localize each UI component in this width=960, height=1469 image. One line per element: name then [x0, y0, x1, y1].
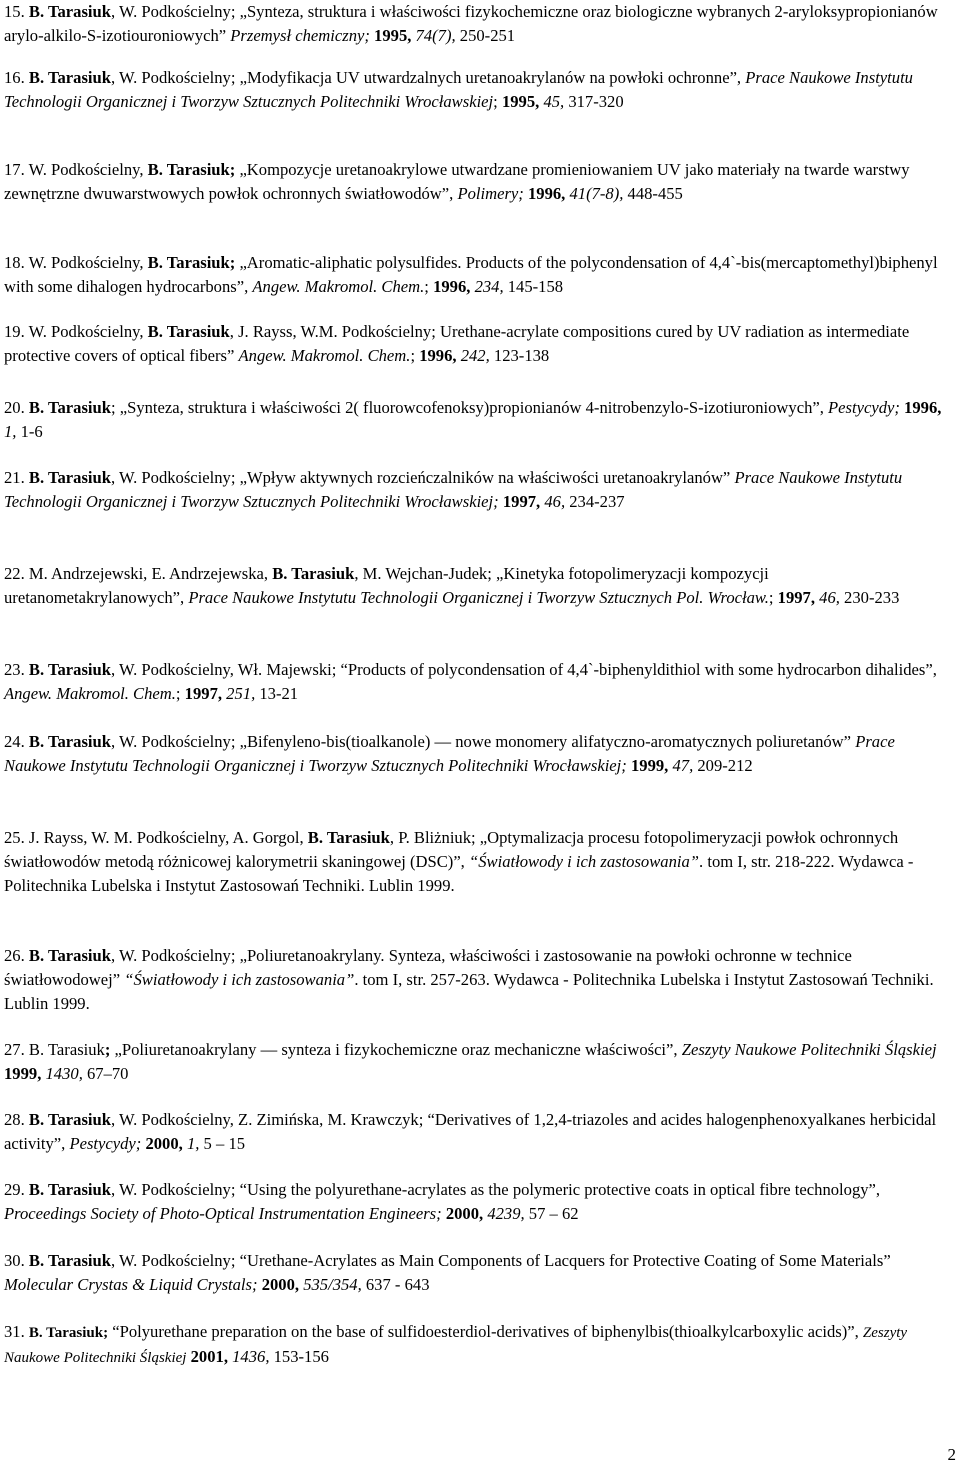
text-segment: 67–70	[82, 1064, 129, 1083]
reference-entry	[4, 251, 949, 299]
bold-text: B. Tarasiuk	[28, 1110, 111, 1129]
italic-text: 242,	[460, 346, 490, 365]
italic-text: Zeszyty Naukowe Politechniki Śląskiej	[681, 1040, 937, 1059]
bold-text: B. Tarasiuk	[307, 828, 390, 847]
text-segment: 153-156	[269, 1347, 329, 1366]
text-segment: 25. J. Rayss, W. M. Podkościelny, A. Gorgol,	[4, 828, 308, 847]
text-segment: 31.	[4, 1322, 29, 1341]
italic-text: 45,	[543, 92, 565, 111]
text-segment: , M. Wejchan-Judek; „Kinetyka fotopolimeryzacji kompozycji uretanometakrylanowych”,	[4, 564, 769, 607]
reference-entry	[4, 396, 949, 444]
bold-text: ;	[104, 1040, 111, 1059]
text-segment: „Poliuretanoakrylany — synteza i fizykochemiczne oraz mechaniczne właściwości”,	[110, 1040, 682, 1059]
bold-text: B. Tarasiuk	[28, 1180, 111, 1199]
text-segment: 21.	[4, 468, 29, 487]
bold-text: 1997,	[502, 492, 541, 511]
bold-text: B. Tarasiuk;	[147, 160, 236, 179]
reference-entry	[4, 158, 949, 206]
text-segment: 637 - 643	[361, 1275, 430, 1294]
reference-entry	[4, 826, 949, 898]
text-segment: , W. Podkościelny; „Bifenyleno-bis(tioalkanole) — nowe monomery alifatyczno-aromatycznych poliuretanów”	[110, 732, 856, 751]
bold-text: 1999,	[630, 756, 669, 775]
text-segment: 145-158	[503, 277, 564, 296]
text-segment: 17. W. Podkościelny,	[4, 160, 148, 179]
bold-text: B. Tarasiuk	[28, 398, 111, 417]
bold-text: 1995,	[374, 26, 412, 45]
text-segment: 230-233	[839, 588, 900, 607]
text-segment: 27. B. Tarasiuk	[4, 1040, 105, 1059]
italic-text: 74(7),	[415, 26, 456, 45]
text-segment: , P. Bliżniuk; „Optymalizacja procesu fotopolimeryzacji powłok ochronnych światłowodów metodą różnicowej kalorymetrii skaningowej (DSC)”,	[4, 828, 899, 871]
italic-text: 46,	[819, 588, 840, 607]
text-segment: 20.	[4, 398, 29, 417]
bold-text: B. Tarasiuk	[28, 68, 111, 87]
italic-text: Prace Naukowe Instytutu Technologii Organicznej i Tworzyw Sztucznych Pol. Wrocław.	[188, 588, 769, 607]
italic-text: Angew. Makromol. Chem.	[4, 684, 176, 703]
text-segment: ;	[493, 92, 502, 111]
bold-text: B. Tarasiuk	[147, 322, 230, 341]
italic-text: 251,	[226, 684, 256, 703]
text-segment: 5 – 15	[199, 1134, 246, 1153]
italic-text: Angew. Makromol. Chem.	[238, 346, 411, 365]
italic-text: Przemysł chemiczny;	[230, 26, 370, 45]
text-segment: , W. Podkościelny, Z. Zimińska, M. Krawczyk; “Derivatives of 1,2,4-triazoles and acides halogenphenoxyalkanes herbicidal activity”,	[4, 1110, 937, 1153]
text-segment: 317-320	[564, 92, 624, 111]
text-segment: 123-138	[489, 346, 550, 365]
text-segment: 1-6	[16, 422, 43, 441]
bold-text: 2001,	[190, 1347, 228, 1366]
italic-text: 41(7-8),	[569, 184, 624, 203]
text-segment: 15.	[4, 2, 29, 21]
text-segment: , W. Podkościelny; „Poliuretanoakrylany. Synteza, właściwości i zastosowanie na powłoki ochronne w technice światłowodowej”	[4, 946, 852, 989]
bold-text: B. Tarasiuk	[28, 468, 111, 487]
bold-text: 2000,	[445, 1204, 484, 1223]
bold-text: B. Tarasiuk	[28, 2, 111, 21]
italic-text: 1,	[186, 1134, 200, 1153]
bold-text: B. Tarasiuk;	[147, 253, 236, 272]
bold-text: 2000,	[261, 1275, 300, 1294]
italic-text: “Światłowody i ich zastosowania”	[468, 852, 700, 871]
reference-entry	[4, 658, 949, 706]
bold-text: 2000,	[145, 1134, 183, 1153]
italic-text: Proceedings Society of Photo-Optical Instrumentation Engineers;	[4, 1204, 442, 1223]
text-segment: , W. Podkościelny; „Modyfikacja UV utwardzalnych uretanoakrylanów na powłoki ochronne”,	[110, 68, 746, 87]
reference-entry	[4, 1038, 949, 1086]
bold-text: 1999,	[4, 1064, 42, 1083]
italic-text: Prace Naukowe Instytutu Technologii Organicznej i Tworzyw Sztucznych Politechniki Wrocławskiej;	[4, 468, 903, 511]
bold-text: B. Tarasiuk;	[28, 1325, 109, 1341]
italic-text: 4239,	[487, 1204, 525, 1223]
text-segment: , W. Podkościelny; “Urethane-Acrylates as Main Components of Lacquers for Protective Coating of Some Materials”	[110, 1251, 891, 1270]
text-segment: 250-251	[455, 26, 516, 45]
reference-entry	[4, 1108, 949, 1156]
text-segment: 24.	[4, 732, 29, 751]
bold-text: B. Tarasiuk	[28, 660, 111, 679]
text-segment: 18. W. Podkościelny,	[4, 253, 148, 272]
text-segment: , W. Podkościelny; “Using the polyurethane-acrylates as the polymeric protective coats in optical fibre technology”,	[110, 1180, 881, 1199]
italic-text: Angew. Makromol. Chem.	[252, 277, 425, 296]
reference-entry	[4, 66, 949, 114]
bold-text: B. Tarasiuk	[28, 946, 111, 965]
italic-text: 47,	[672, 756, 694, 775]
text-segment: “Polyurethane preparation on the base of sulfidoesterdiol-derivatives of biphenylbis(thioalkylcarboxylic acids)”,	[108, 1322, 863, 1341]
bold-text: 1996,	[904, 398, 942, 417]
text-segment: ;	[175, 684, 185, 703]
text-segment: . tom I, str. 218-222. Wydawca - Politechnika Lubelska i Instytut Zastosowań Techniki. Lublin 1999.	[4, 852, 914, 895]
reference-entry	[4, 1178, 949, 1226]
text-segment: 26.	[4, 946, 29, 965]
reference-entry	[4, 320, 949, 368]
bold-text: 1996,	[527, 184, 566, 203]
bold-text: B. Tarasiuk	[272, 564, 355, 583]
bold-text: 1996,	[433, 277, 471, 296]
text-segment: 234-237	[565, 492, 625, 511]
reference-entry	[4, 466, 949, 514]
italic-text: Polimery;	[457, 184, 524, 203]
italic-text: 1436,	[232, 1347, 270, 1366]
italic-text: Prace Naukowe Instytutu Technologii Organicznej i Tworzyw Sztucznych Politechniki Wrocławskiej;	[4, 732, 895, 775]
text-segment: 448-455	[623, 184, 683, 203]
text-segment: . tom I, str. 257-263. Wydawca - Politechnika Lubelska i Instytut Zastosowań Techniki. Lublin 1999.	[4, 970, 934, 1013]
reference-entry	[4, 1249, 949, 1297]
bold-text: B. Tarasiuk	[28, 732, 111, 751]
text-segment: „Kompozycje uretanoakrylowe utwardzane promieniowaniem UV jako materiały na twarde warstwy zewnętrzne dwuwarstwowych powłok ochronnych światłowodów”,	[4, 160, 910, 203]
italic-text: Pestycydy;	[828, 398, 900, 417]
italic-text: 1,	[4, 422, 17, 441]
page-number: 2	[947, 1445, 956, 1464]
text-segment: 209-212	[693, 756, 753, 775]
italic-text: 535/354,	[303, 1275, 362, 1294]
italic-text: 46,	[544, 492, 566, 511]
text-segment: 16.	[4, 68, 29, 87]
bold-text: 1995,	[501, 92, 540, 111]
bold-text: 1997,	[184, 684, 223, 703]
bold-text: 1996,	[419, 346, 457, 365]
reference-entry	[4, 0, 949, 48]
text-segment: , W. Podkościelny; „Synteza, struktura i właściwości fizykochemiczne oraz biologiczne wybranych 2-aryloksypropionianów arylo-alkilo-S-izotiouroniowych”	[4, 2, 938, 45]
italic-text: Prace Naukowe Instytutu Technologii Organicznej i Tworzyw Sztucznych Politechniki Wrocławskiej	[4, 68, 913, 111]
text-segment: 28.	[4, 1110, 29, 1129]
text-segment: 23.	[4, 660, 29, 679]
text-segment: „Aromatic-aliphatic polysulfides. Products of the polycondensation of 4,4`-bis(mercaptomethyl)biphenyl with some dihalogen hydrocarbons”,	[4, 253, 938, 296]
text-segment: 19. W. Podkościelny,	[4, 322, 148, 341]
text-segment: ; „Synteza, struktura i właściwości 2( fluorowcofenoksy)propionianów 4-nitrobenzylo-S-izotiuroniowych”,	[110, 398, 829, 417]
italic-text: 1430,	[45, 1064, 83, 1083]
reference-entry	[4, 562, 949, 610]
reference-entry	[4, 944, 949, 1016]
text-segment: 13-21	[255, 684, 299, 703]
text-segment: , J. Rayss, W.M. Podkościelny; Urethane-acrylate compositions cured by UV radiation as intermediate protective covers of optical fibers”	[4, 322, 910, 365]
italic-text: Zeszyty Naukowe Politechniki Śląskiej	[4, 1325, 908, 1366]
italic-text: 234,	[474, 277, 504, 296]
bold-text: 1997,	[777, 588, 815, 607]
text-segment: , W. Podkościelny, Wł. Majewski; “Products of polycondensation of 4,4`-biphenyldithiol with some hydrocarbon dihalides”,	[110, 660, 937, 679]
reference-entry	[4, 1320, 949, 1370]
text-segment: 22. M. Andrzejewski, E. Andrzejewska,	[4, 564, 273, 583]
text-segment: 57 – 62	[524, 1204, 579, 1223]
text-segment: 29.	[4, 1180, 29, 1199]
text-segment: , W. Podkościelny; „Wpływ aktywnych rozcieńczalników na właściwości uretanoakrylanów”	[110, 468, 735, 487]
text-segment: 30.	[4, 1251, 29, 1270]
italic-text: Pestycydy;	[69, 1134, 142, 1153]
bold-text: B. Tarasiuk	[28, 1251, 111, 1270]
text-segment: ;	[424, 277, 434, 296]
reference-entry	[4, 730, 949, 778]
italic-text: “Światłowody i ich zastosowania”	[124, 970, 355, 989]
italic-text: Molecular Crystas & Liquid Crystals;	[4, 1275, 258, 1294]
text-segment: ;	[768, 588, 778, 607]
text-segment: ;	[410, 346, 420, 365]
